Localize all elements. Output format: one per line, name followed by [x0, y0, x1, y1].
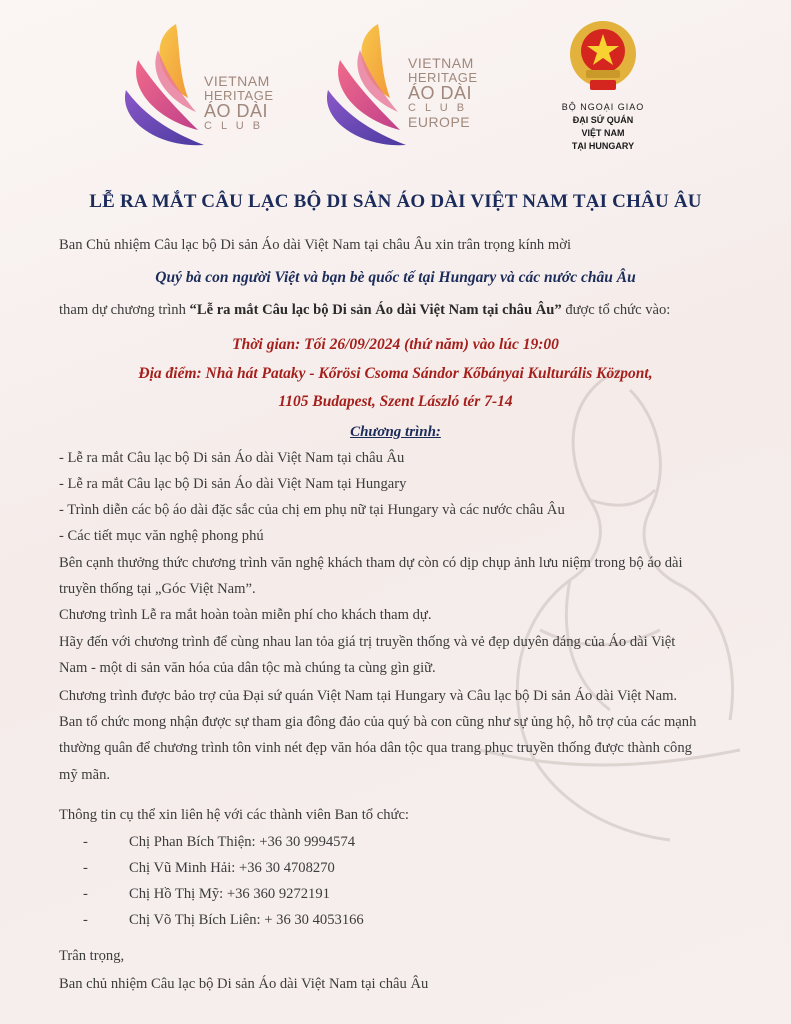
- europe-logo-line: HERITAGE: [408, 69, 478, 85]
- program-item: - Lễ ra mắt Câu lạc bộ Di sản Áo dài Việt Nam tại Hungary: [59, 476, 407, 492]
- body-line: Chương trình Lễ ra mắt hoàn toàn miễn phí cho khách tham dự.: [59, 607, 432, 623]
- intro-text: Ban Chủ nhiệm Câu lạc bộ Di sản Áo dài Việt Nam tại châu Âu xin trân trọng kính mời: [59, 237, 571, 253]
- europe-logo-line: VIETNAM: [408, 55, 474, 71]
- club-europe-logo: [320, 20, 490, 155]
- ao-dai-swirl-icon: [118, 20, 208, 155]
- body-line: thường quân để chương trình tôn vinh nét đẹp văn hóa dân tộc qua trang phục truyền thống được thành công: [59, 740, 692, 756]
- club-logo-line: ÁO DÀI: [204, 101, 269, 122]
- club-logo-line: VIETNAM: [204, 73, 270, 89]
- contact-item: [83, 858, 335, 878]
- closing-text: Trân trọng,: [59, 948, 125, 964]
- program-item: - Trình diễn các bộ áo dài đặc sắc của chị em phụ nữ tại Hungary và các nước châu Âu: [59, 502, 565, 518]
- contact-text: Chị Hồ Thị Mỹ: +36 360 9272191: [129, 886, 330, 902]
- europe-logo-line: ÁO DÀI: [408, 83, 473, 104]
- club-logo-line: C L U B: [204, 120, 264, 133]
- event-name: “Lễ ra mắt Câu lạc bộ Di sản Áo dài Việt Nam tại châu Âu”: [189, 302, 562, 318]
- contact-dash: -: [83, 886, 88, 902]
- contact-text: Chị Phan Bích Thiện: +36 30 9994574: [129, 834, 356, 850]
- contact-item: [83, 832, 355, 852]
- embassy-ministry: BỘ NGOẠI GIAO: [561, 102, 645, 112]
- signature-text: Ban chủ nhiệm Câu lạc bộ Di sản Áo dài Việt Nam tại châu Âu: [59, 976, 429, 992]
- invitees-text: Quý bà con người Việt và bạn bè quốc tế tại Hungary và các nước châu Âu: [155, 269, 636, 286]
- body-line: Bên cạnh thưởng thức chương trình văn nghệ khách tham dự còn có dịp chụp ảnh lưu niệm trong bộ áo dài: [59, 555, 683, 571]
- program-item: - Lễ ra mắt Câu lạc bộ Di sản Áo dài Việt Nam tại châu Âu: [59, 450, 405, 466]
- embassy-block: [548, 18, 658, 158]
- body-line: Chương trình được bảo trợ của Đại sứ quán Việt Nam tại Hungary và Câu lạc bộ Di sản Áo dài Việt Nam.: [59, 688, 678, 704]
- embassy-location: TẠI HUNGARY: [571, 141, 635, 151]
- attend-after: được tổ chức vào:: [561, 302, 671, 318]
- embassy-name: ĐẠI SỨ QUÁN: [572, 115, 634, 125]
- contact-item: [83, 910, 364, 930]
- body-line: Nam - một di sản văn hóa của dân tộc mà chúng ta cùng gìn giữ.: [59, 660, 436, 676]
- attend-text: [59, 300, 670, 320]
- national-emblem-icon: [566, 18, 640, 96]
- europe-logo-line: C L U B: [408, 102, 468, 115]
- embassy-country: VIỆT NAM: [581, 128, 625, 138]
- contact-intro: Thông tin cụ thể xin liên hệ với các thành viên Ban tổ chức:: [59, 807, 409, 823]
- contact-text: Chị Vũ Minh Hải: +36 30 4708270: [129, 860, 335, 876]
- contact-dash: -: [83, 860, 88, 876]
- contact-dash: -: [83, 912, 88, 928]
- body-line: Hãy đến với chương trình để cùng nhau lan tỏa giá trị truyền thống và vẻ đẹp duyên dáng của Áo dài Việt: [59, 634, 676, 650]
- club-logo-line: HERITAGE: [204, 87, 274, 103]
- program-heading: Chương trình:: [350, 424, 441, 440]
- body-line: mỹ mãn.: [59, 767, 111, 783]
- page-title: LỄ RA MẮT CÂU LẠC BỘ DI SẢN ÁO DÀI VIỆT NAM TẠI CHÂU ÂU: [89, 191, 702, 212]
- contact-dash: -: [83, 834, 88, 850]
- body-line: truyền thống tại „Góc Việt Nam”.: [59, 581, 256, 597]
- event-address: 1105 Budapest, Szent László tér 7-14: [278, 393, 513, 410]
- attend-before: tham dự chương trình: [59, 302, 190, 318]
- program-item: - Các tiết mục văn nghệ phong phú: [59, 528, 264, 544]
- event-venue: Địa điểm: Nhà hát Pataky - Kőrösi Csoma Sándor Kőbányai Kulturális Központ,: [138, 365, 653, 382]
- club-logo: [118, 20, 288, 155]
- contact-item: [83, 884, 330, 904]
- europe-logo-line: EUROPE: [408, 113, 471, 130]
- body-line: Ban tổ chức mong nhận được sự tham gia đông đảo của quý bà con cũng như sự ủng hộ, hỗ trợ của các mạnh: [59, 714, 697, 730]
- ao-dai-swirl-icon: [320, 20, 410, 155]
- event-time: Thời gian: Tối 26/09/2024 (thứ năm) vào lúc 19:00: [232, 336, 559, 353]
- contact-text: Chị Võ Thị Bích Liên: + 36 30 4053166: [129, 912, 364, 928]
